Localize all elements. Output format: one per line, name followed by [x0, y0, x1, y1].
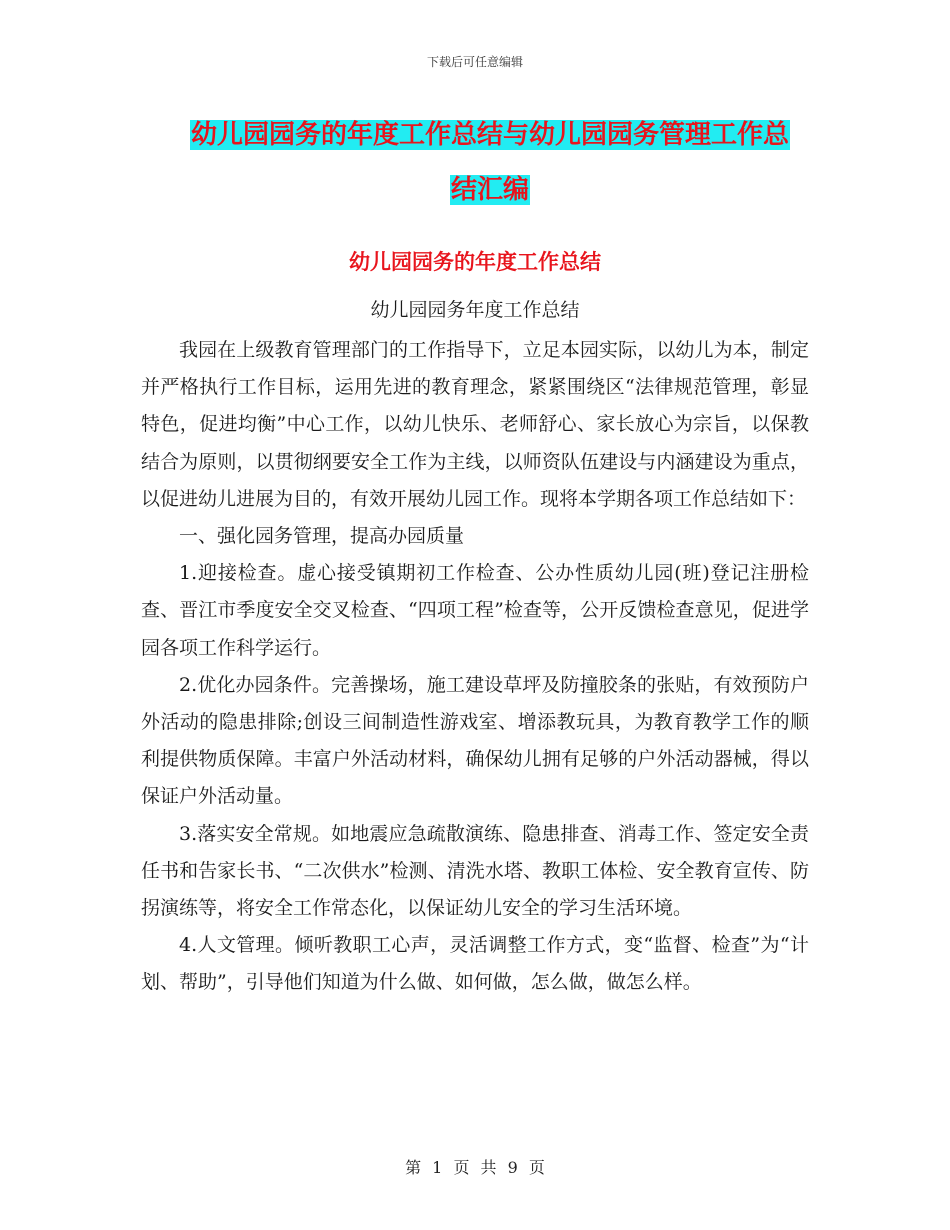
paragraph-intro: 我园在上级教育管理部门的工作指导下，立足本园实际，以幼儿为本，制定并严格执行工作目标，运用先进的教育理念，紧紧围绕区“法律规范管理，彰显特色，促进均衡”中心工作，以幼儿快乐、老师舒心、家长放心为宗旨，以保教结合为原则，以贯彻纲要安全工作为主线，以师资队伍建设与内涵建设为重点，以促进幼儿进展为目的，有效开展幼儿园工作。现将本学期各项工作总结如下： — [141, 339, 809, 510]
paragraph-section-one: 一、强化园务管理，提高办园质量 — [179, 525, 465, 548]
paragraph-item-3: 3.落实安全常规。如地震应急疏散演练、隐患排查、消毒工作、签定安全责任书和告家长书、“二次供水”检测、清洗水塔、教职工体检、安全教育宣传、防拐演练等，将安全工作常态化，以保证幼儿安全的学习生活环境。 — [141, 822, 809, 920]
paragraph-item-1: 1.迎接检查。虚心接受镇期初工作检查、公办性质幼儿园(班)登记注册检查、晋江市季度安全交叉检查、“四项工程”检查等，公开反馈检查意见，促进学园各项工作科学运行。 — [141, 562, 809, 659]
header-note: 下载后可任意编辑 — [426, 55, 523, 69]
document-body — [141, 332, 809, 1002]
paragraph-item-2: 2.优化办园条件。完善操场，施工建设草坪及防撞胶条的张贴，有效预防户外活动的隐患排除;创设三间制造性游戏室、增添教玩具，为教育教学工作的顺利提供物质保障。丰富户外活动材料，确保幼儿拥有足够的户外活动器械，得以保证户外活动量。 — [141, 673, 809, 808]
title-line-2: 结汇编 — [450, 175, 529, 205]
document-title — [130, 108, 850, 218]
section-heading: 幼儿园园务的年度工作总结 — [349, 250, 601, 274]
page-number: 第 1 页 共 9 页 — [405, 1158, 545, 1177]
paragraph-item-4: 4.人文管理。倾听教职工心声，灵活调整工作方式，变“监督、检查”为“计划、帮助”，引导他们知道为什么做、如何做，怎么做，做怎么样。 — [141, 934, 809, 994]
title-line-1: 幼儿园园务的年度工作总结与幼儿园园务管理工作总 — [190, 120, 789, 150]
sub-heading: 幼儿园园务年度工作总结 — [370, 299, 580, 321]
